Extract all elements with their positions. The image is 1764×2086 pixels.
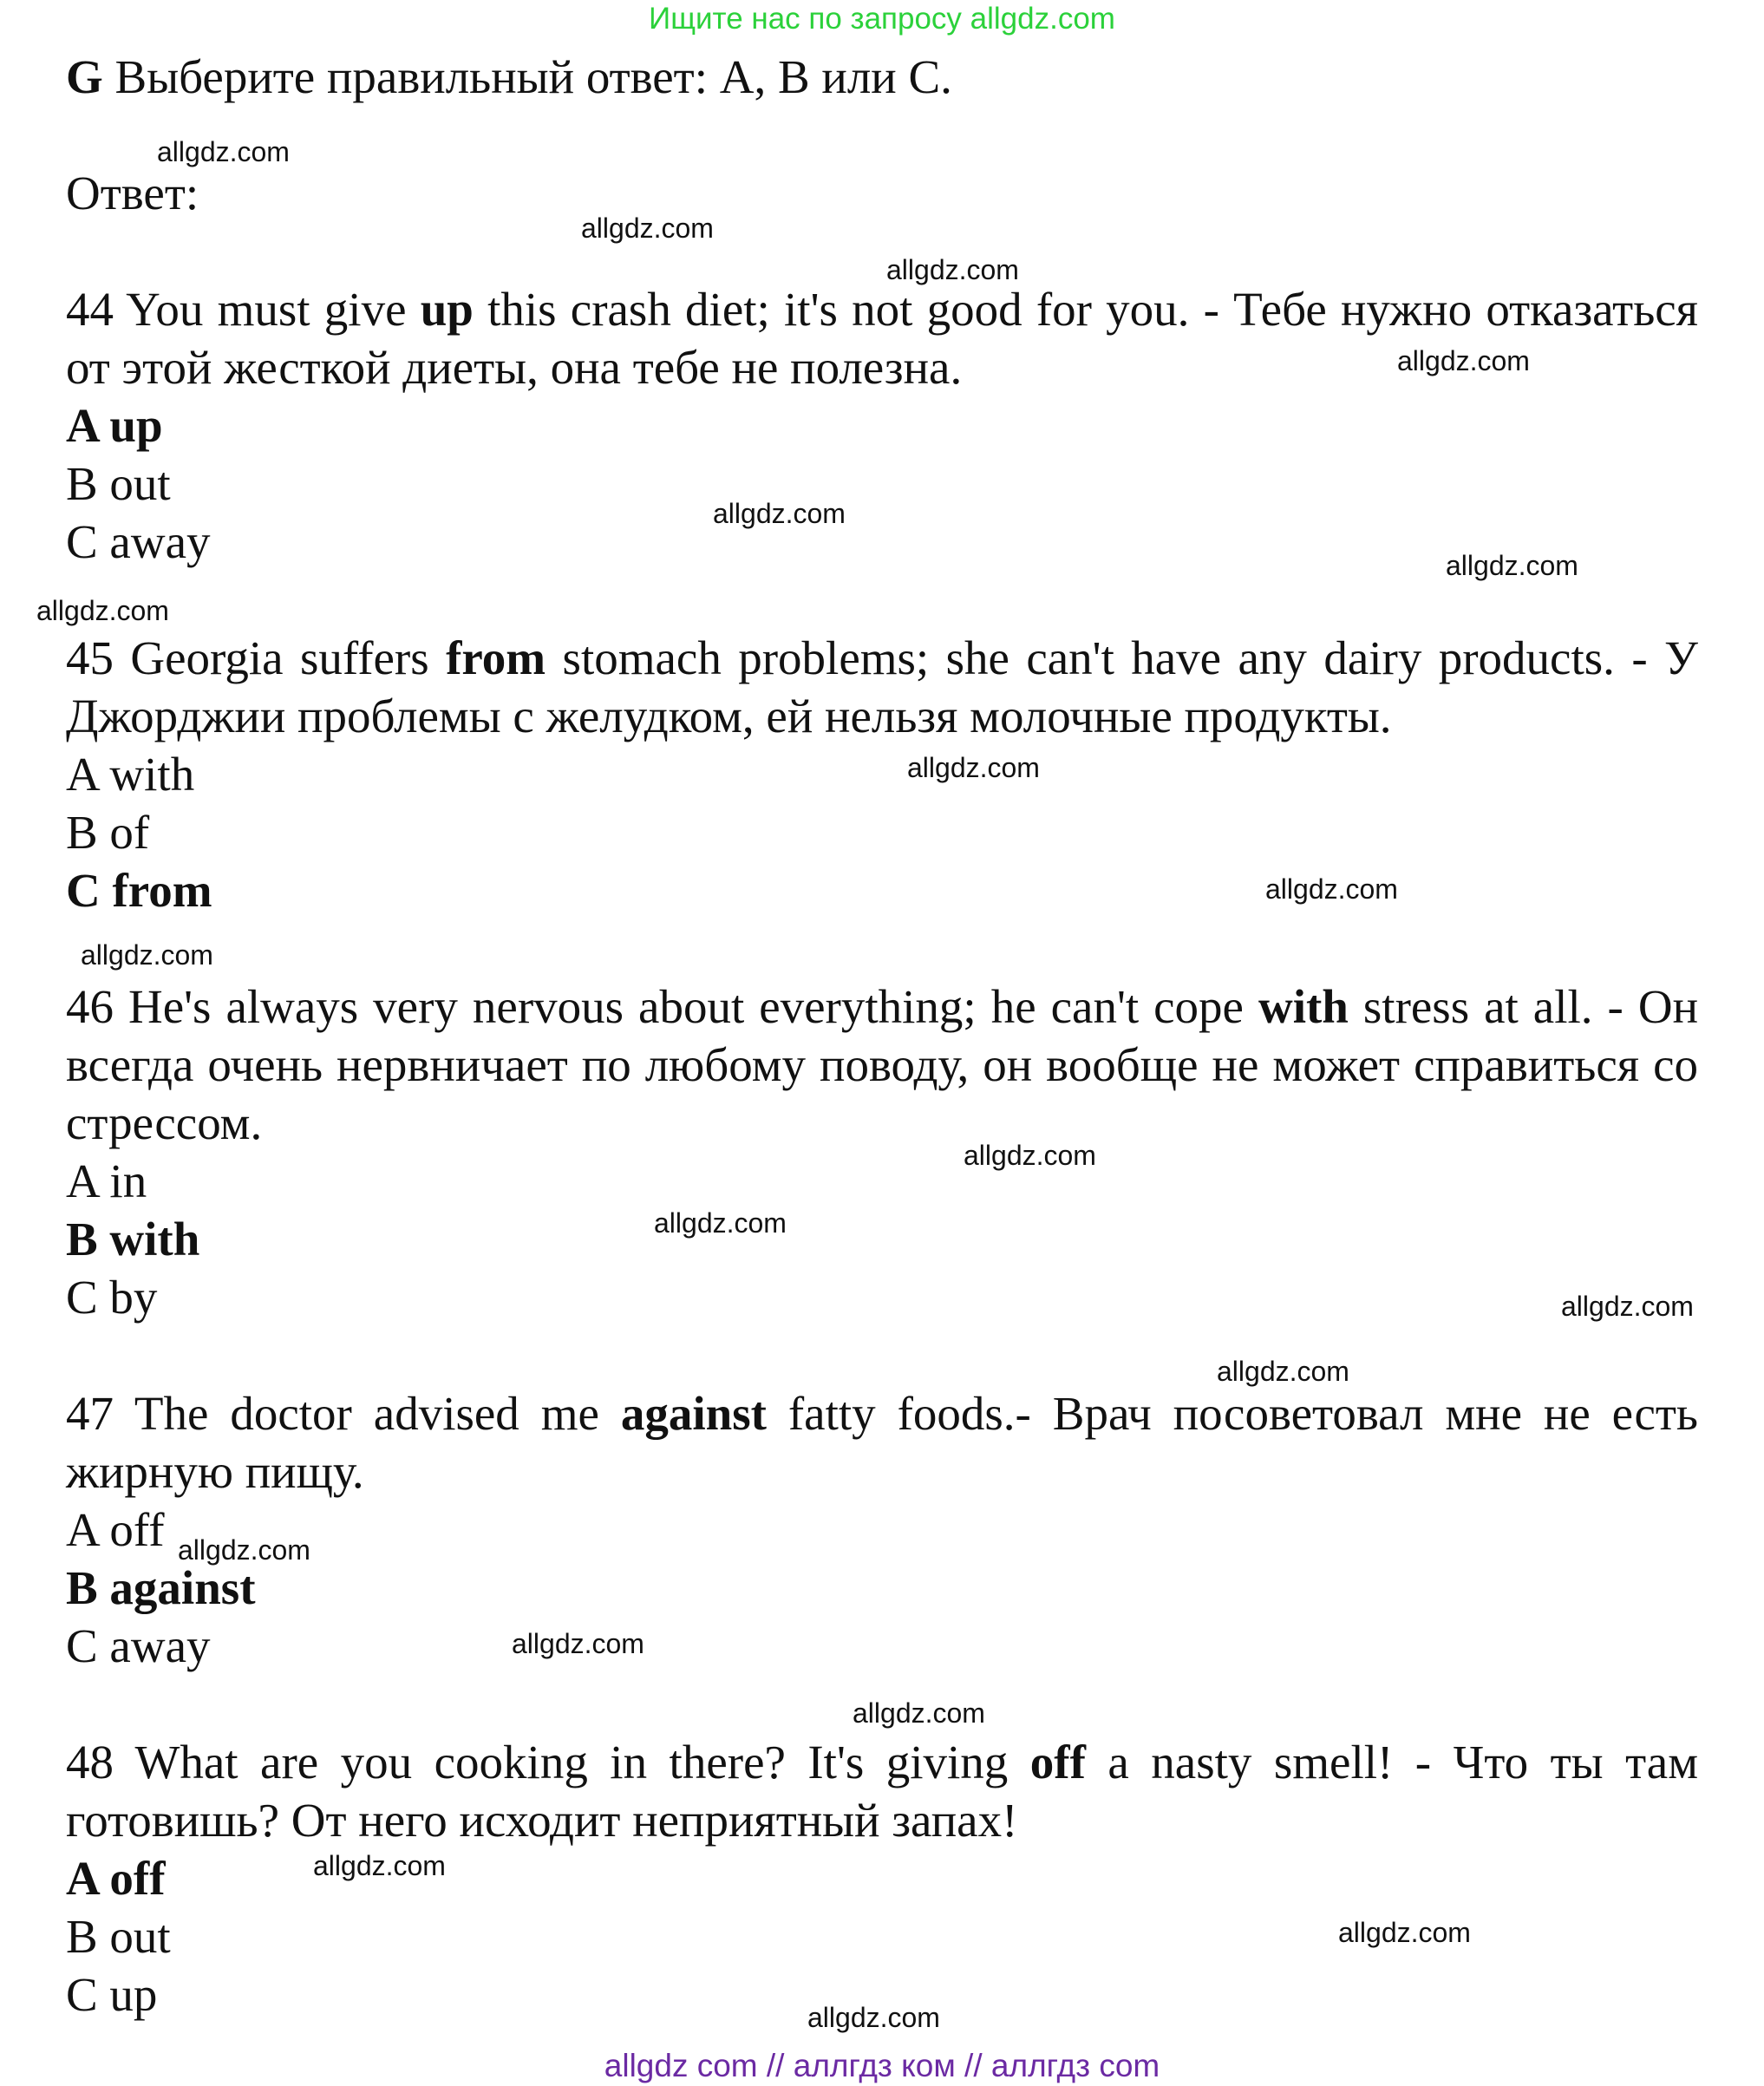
question-44: 44 You must give up this crash diet; it's not good for you. - Тебе нужно отказаться от этой жесткой диеты, она тебе не полезна. <box>66 283 1698 394</box>
watermark: allgdz.com <box>313 1850 446 1881</box>
option-46-b: B with <box>66 1213 200 1265</box>
watermark: allgdz.com <box>907 752 1040 783</box>
task-letter: G <box>66 50 103 103</box>
question-47: 47 The doctor advised me against fatty foods.- Врач посоветовал мне не есть жирную пищу. <box>66 1387 1698 1498</box>
option-45-b: B of <box>66 806 150 859</box>
answer-label: Ответ: <box>66 167 199 219</box>
question-46: 46 He's always very nervous about everything; he can't cope with stress at all. - Он всегда очень нервничает по любому поводу, он вообще не может справиться со стрессом. <box>66 980 1699 1149</box>
option-47-b: B against <box>66 1561 256 1614</box>
question-key-word: up <box>420 283 474 336</box>
watermark: allgdz.com <box>807 2002 940 2033</box>
watermark: allgdz.com <box>1397 345 1530 376</box>
option-48-b: B out <box>66 1910 171 1963</box>
question-key-word: off <box>1029 1736 1086 1788</box>
option-45-c: C from <box>66 864 212 917</box>
option-46-c: C by <box>66 1271 158 1324</box>
watermark: allgdz.com <box>886 254 1019 285</box>
watermark: allgdz.com <box>1265 873 1398 905</box>
option-48-a: A off <box>66 1852 166 1905</box>
watermark: allgdz.com <box>36 595 169 626</box>
watermark: allgdz.com <box>178 1534 310 1566</box>
question-key-word: from <box>446 631 546 684</box>
watermark: allgdz.com <box>1446 550 1578 581</box>
option-47-a: A off <box>66 1503 165 1556</box>
task-title <box>66 48 1698 106</box>
question-key-word: with <box>1258 980 1349 1033</box>
question-45: 45 Georgia suffers from stomach problems; she can't have any dairy products. - У Джорджии проблемы с желудком, ей нельзя молочные продукты. <box>66 631 1698 742</box>
watermark: allgdz.com <box>1561 1291 1694 1322</box>
watermark: allgdz.com <box>81 939 213 971</box>
option-44-b: B out <box>66 457 171 510</box>
watermark: allgdz.com <box>654 1207 787 1239</box>
question-key-word: against <box>620 1387 767 1440</box>
watermark: allgdz.com <box>1217 1356 1349 1387</box>
task-instruction: Выберите правильный ответ: А, В или С. <box>102 50 952 103</box>
watermark: allgdz.com <box>853 1697 985 1729</box>
option-47-c: C away <box>66 1619 211 1672</box>
question-48: 48 What are you cooking in there? It's giving off a nasty smell! - Что ты там готовишь? От него исходит неприятный запах! <box>66 1736 1698 1847</box>
watermark: allgdz.com <box>713 498 846 529</box>
option-45-a: A with <box>66 748 195 801</box>
option-44-a: A up <box>66 399 163 452</box>
watermark: allgdz.com <box>581 213 714 244</box>
watermark: allgdz.com <box>964 1140 1096 1171</box>
option-44-c: C away <box>66 515 211 568</box>
option-48-c: C up <box>66 1968 158 2021</box>
watermark: allgdz.com <box>157 136 290 167</box>
footer-links: allgdz com // аллгдз ком // аллгдз com <box>604 2048 1160 2083</box>
watermark: allgdz.com <box>512 1628 644 1659</box>
option-46-a: A in <box>66 1154 147 1207</box>
watermark: allgdz.com <box>1338 1917 1471 1948</box>
top-banner: Ищите нас по запросу allgdz.com <box>649 2 1115 36</box>
